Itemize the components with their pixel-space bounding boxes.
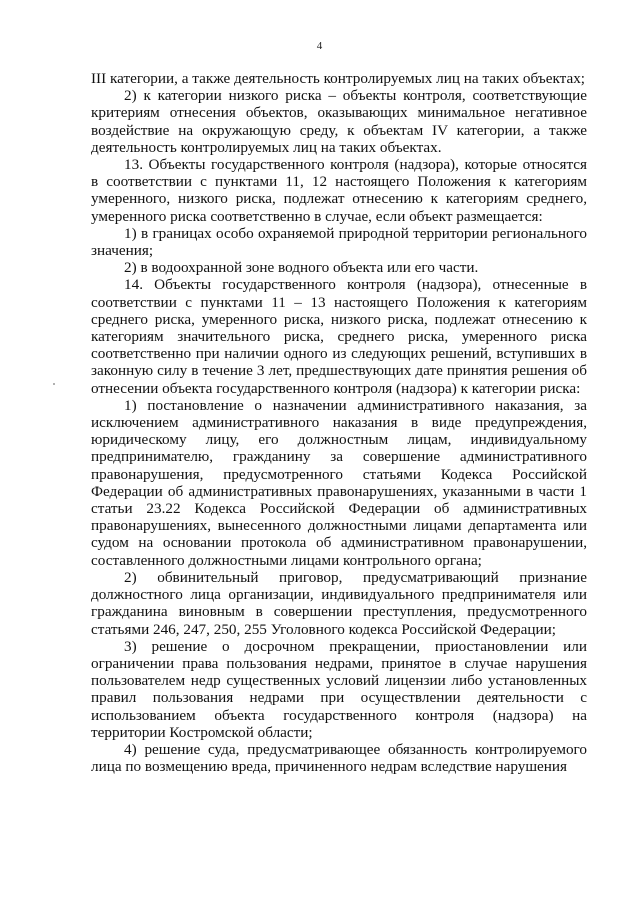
margin-mark (53, 383, 55, 385)
paragraph: 3) решение о досрочном прекращении, приостановлении или ограничении права пользования недрами, принятое в случае нарушения пользователем недр существенных условий лицензии либо установленных правил пользования недрами при осуществлении деятельности с использованием объекта государственного контроля (надзора) на территории Костромской области; (91, 637, 587, 741)
paragraph: 14. Объекты государственного контроля (надзора), отнесенные в соответствии с пунктами 11 – 13 настоящего Положения к категориям среднего риска, умеренного риска, низкого риска, подлежат отнесению к категориям значительного риска, среднего риска, умеренного риска соответственно при наличии одного из следующих решений, вступивших в законную силу в течение 3 лет, предшествующих дате принятия решения об отнесении объекта государственного контроля (надзора) к категории риска: (91, 276, 587, 397)
paragraph: 2) в водоохранной зоне водного объекта или его части. (124, 259, 479, 277)
paragraph: 1) постановление о назначении административного наказания, за исключением административного наказания в виде предупреждения, юридическому лицу, его должностным лицам, индивидуальному предпринимателю, гражданину за совершение административного правонарушения, предусмотренного статьями Кодекса Российской Федерации об административных правонарушениях, указанными в части 1 статьи 23.22 Кодекса Российской Федерации об административных правонарушениях, вынесенного должностными лицами департамента или судом на основании протокола об административном правонарушении, составленного должностными лицами контрольного органа; (91, 396, 587, 569)
paragraph: 1) в границах особо охраняемой природной территории регионального значения; (91, 224, 587, 260)
page-number: 4 (316, 40, 323, 52)
paragraph: 2) к категории низкого риска – объекты контроля, соответствующие критериям отнесения объектов, оказывающих минимальное негативное воздействие на окружающую среду, к объектам IV категории, а также деятельность контролируемых лиц на таких объектах. (91, 87, 587, 156)
paragraph: III категории, а также деятельность контролируемых лиц на таких объектах; (91, 70, 586, 87)
paragraph: 2) обвинительный приговор, предусматривающий признание должностного лица организации, индивидуального предпринимателя или гражданина виновным в совершении преступления, предусмотренного статьями 246, 247, 250, 255 Уголовного кодекса Российской Федерации; (91, 568, 587, 638)
paragraph: 13. Объекты государственного контроля (надзора), которые относятся в соответствии с пунктами 11, 12 настоящего Положения к категориям умеренного, низкого риска, подлежат отнесению к категориям среднего, умеренного риска соответственно в случае, если объект размещается: (91, 156, 587, 225)
document-body (91, 70, 587, 775)
paragraph: 4) решение суда, предусматривающее обязанность контролируемого лица по возмещению вреда, причиненного недрам вследствие нарушения (91, 740, 587, 776)
